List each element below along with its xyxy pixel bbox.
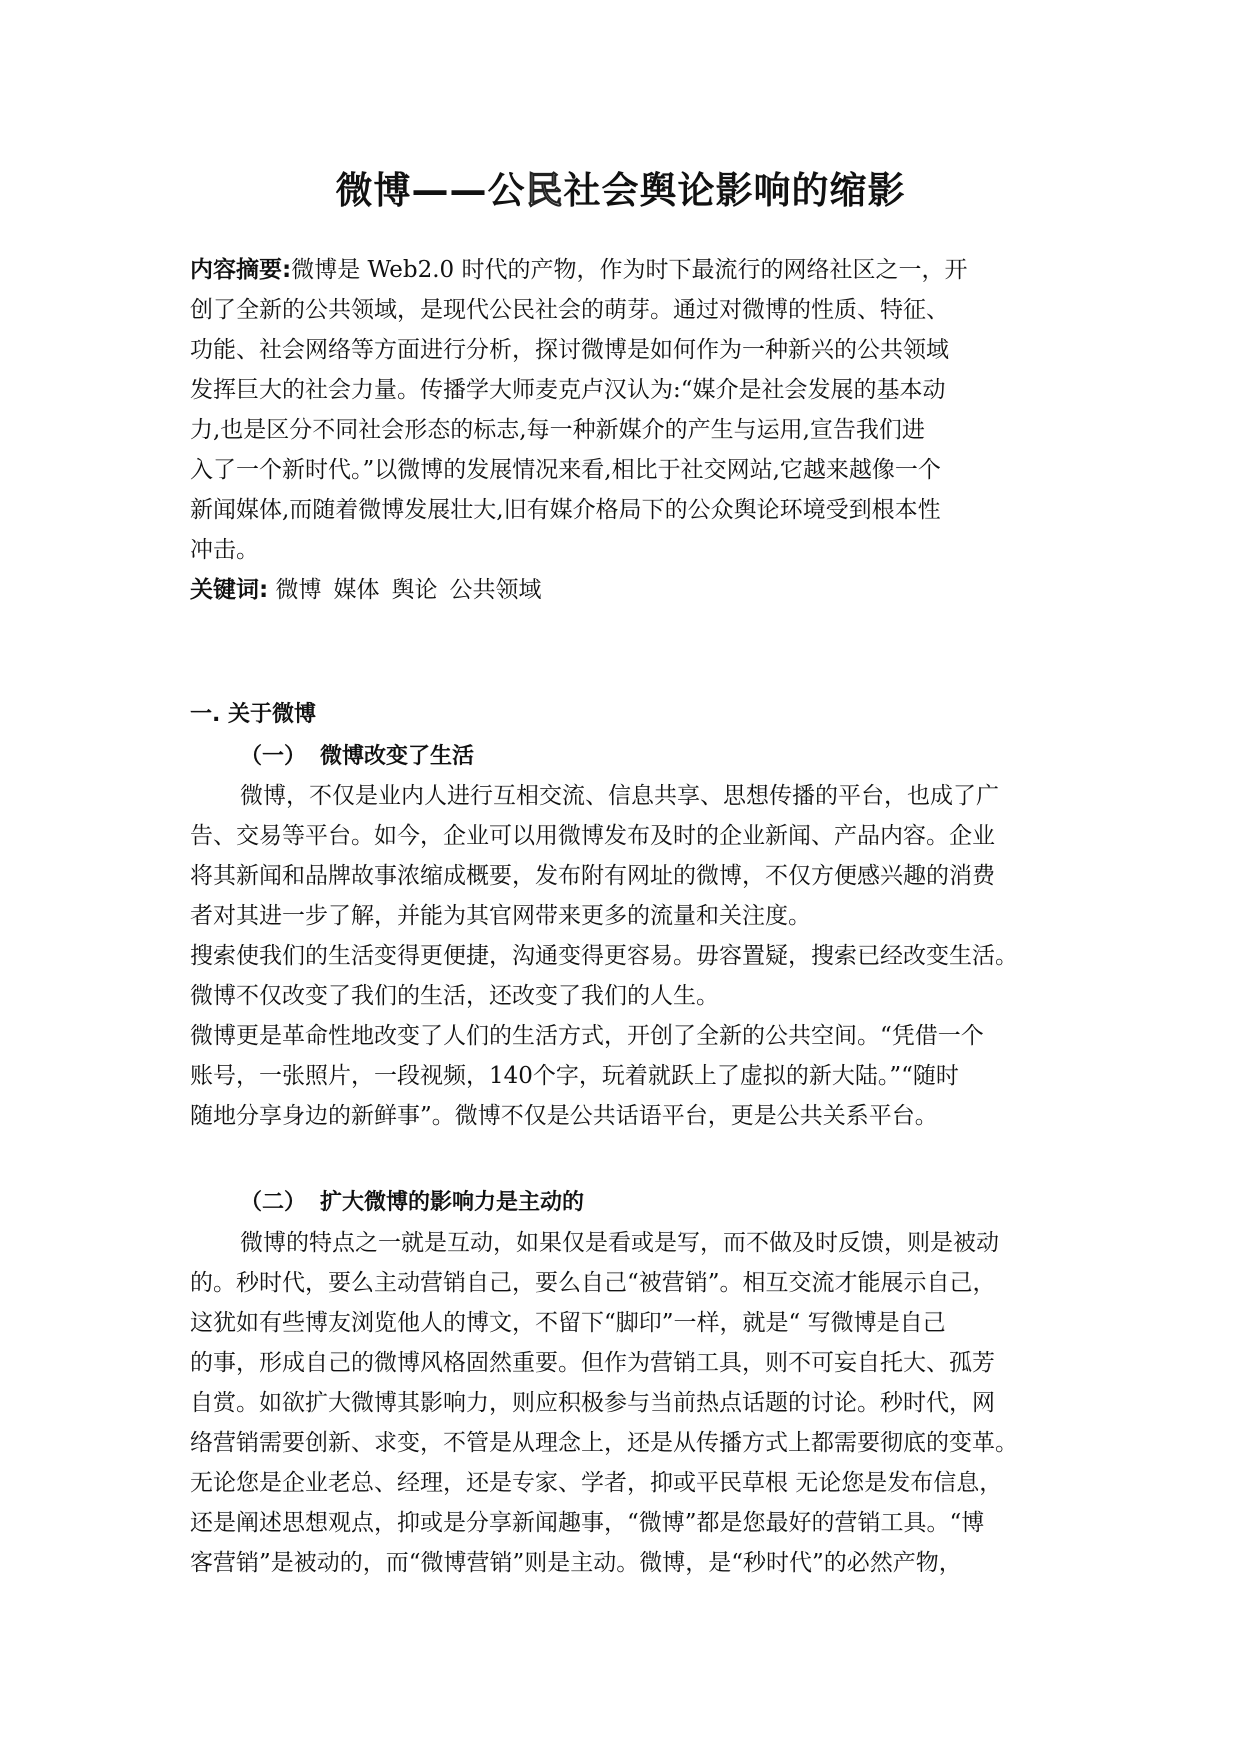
section-2-body (190, 1223, 1070, 1583)
abstract (190, 250, 1070, 570)
section-1-body (190, 776, 1070, 1136)
title-part-3: 社会舆论影响的缩影 (563, 169, 906, 212)
body-line: 随地分享身边的新鲜事”。微博不仅是公共话语平台，更是公共关系平台。 (190, 1103, 938, 1129)
title-part-1: 微博——公 (335, 169, 526, 212)
document-title (0, 160, 1241, 214)
subsection-number: （二） (240, 1190, 307, 1215)
body-line: 微博不仅改变了我们的生活，还改变了我们的人生。 (190, 983, 719, 1009)
body-line: 客营销”是被动的，而“微博营销”则是主动。微博，是“秒时代”的必然产物， (190, 1550, 962, 1576)
subsection-title: 扩大微博的影响力是主动的 (320, 1190, 585, 1215)
subsection-number: （一） (240, 744, 307, 769)
subsection-heading-2 (190, 1183, 1120, 1223)
subsection-title: 微博改变了生活 (320, 744, 475, 769)
body-line: 将其新闻和品牌故事浓缩成概要，发布附有网址的微博，不仅方便感兴趣的消费 (190, 863, 995, 889)
body-line: 的。秒时代，要么主动营销自己，要么自己“被营销”。相互交流才能展示自己， (190, 1270, 996, 1296)
abstract-label: 内容摘要: (190, 257, 292, 283)
keywords (190, 570, 1070, 610)
body-line: 还是阐述思想观点，抑或是分享新闻趣事，“微博”都是您最好的营销工具。“博 (190, 1510, 985, 1536)
body-line: 者对其进一步了解，并能为其官网带来更多的流量和关注度。 (190, 903, 811, 929)
body-line: 微博的特点之一就是互动，如果仅是看或是写，而不做及时反馈，则是被动 (240, 1230, 999, 1256)
abstract-line: 功能、社会网络等方面进行分析，探讨微博是如何作为一种新兴的公共领域 (190, 337, 949, 363)
body-line: 的事，形成自己的微博风格固然重要。但作为营销工具，则不可妄自托大、孤芳 (190, 1350, 995, 1376)
keyword: 媒体 (333, 577, 380, 603)
body-line: 无论您是企业老总、经理，还是专家、学者，抑或平民草根 无论您是发布信息， (190, 1470, 1003, 1496)
abstract-line: 发挥巨大的社会力量。传播学大师麦克卢汉认为:“媒介是社会发展的基本动 (190, 377, 946, 403)
abstract-text: 微博是 Web2.0 时代的产物，作为时下最流行的网络社区之一，开 (291, 257, 968, 283)
body-line: 自赏。如欲扩大微博其影响力，则应积极参与当前热点话题的讨论。秒时代，网 (190, 1390, 995, 1416)
body-line: 这犹如有些博友浏览他人的博文，不留下“脚印”一样，就是“ 写微博是自己 (190, 1310, 946, 1336)
body-line: 搜索使我们的生活变得更便捷，沟通变得更容易。毋容置疑，搜索已经改变生活。 (190, 943, 1018, 969)
abstract-line: 力,也是区分不同社会形态的标志,每一种新媒介的产生与运用,宣告我们进 (190, 417, 925, 443)
abstract-line (190, 250, 1070, 290)
subsection-heading-1 (190, 737, 1120, 777)
abstract-line: 入了一个新时代。”以微博的发展情况来看,相比于社交网站,它越来越像一个 (190, 457, 941, 483)
abstract-line: 创了全新的公共领域，是现代公民社会的萌芽。通过对微博的性质、特征、 (190, 297, 949, 323)
body-line: 微博，不仅是业内人进行互相交流、信息共享、思想传播的平台，也成了广 (240, 783, 999, 809)
abstract-line: 冲击。 (190, 537, 259, 563)
body-line: 络营销需要创新、求变，不管是从理念上，还是从传播方式上都需要彻底的变革。 (190, 1430, 1018, 1456)
keyword: 舆论 (391, 577, 438, 603)
keyword: 公共领域 (449, 577, 542, 603)
body-line: 微博更是革命性地改变了人们的生活方式，开创了全新的公共空间。“凭借一个 (190, 1023, 984, 1049)
abstract-line: 新闻媒体,而随着微博发展壮大,旧有媒介格局下的公众舆论环境受到根本性 (190, 497, 941, 523)
body-line: 告、交易等平台。如今，企业可以用微博发布及时的企业新闻、产品内容。企业 (190, 823, 995, 849)
keywords-label: 关键词: (190, 577, 269, 603)
section-heading-1: 一. 关于微博 (190, 702, 317, 727)
body-line: 账号，一张照片，一段视频，140个字，玩着就跃上了虚拟的新大陆。”“随时 (190, 1063, 959, 1089)
title-part-2: 民 (525, 169, 564, 212)
keyword: 微博 (275, 577, 322, 603)
